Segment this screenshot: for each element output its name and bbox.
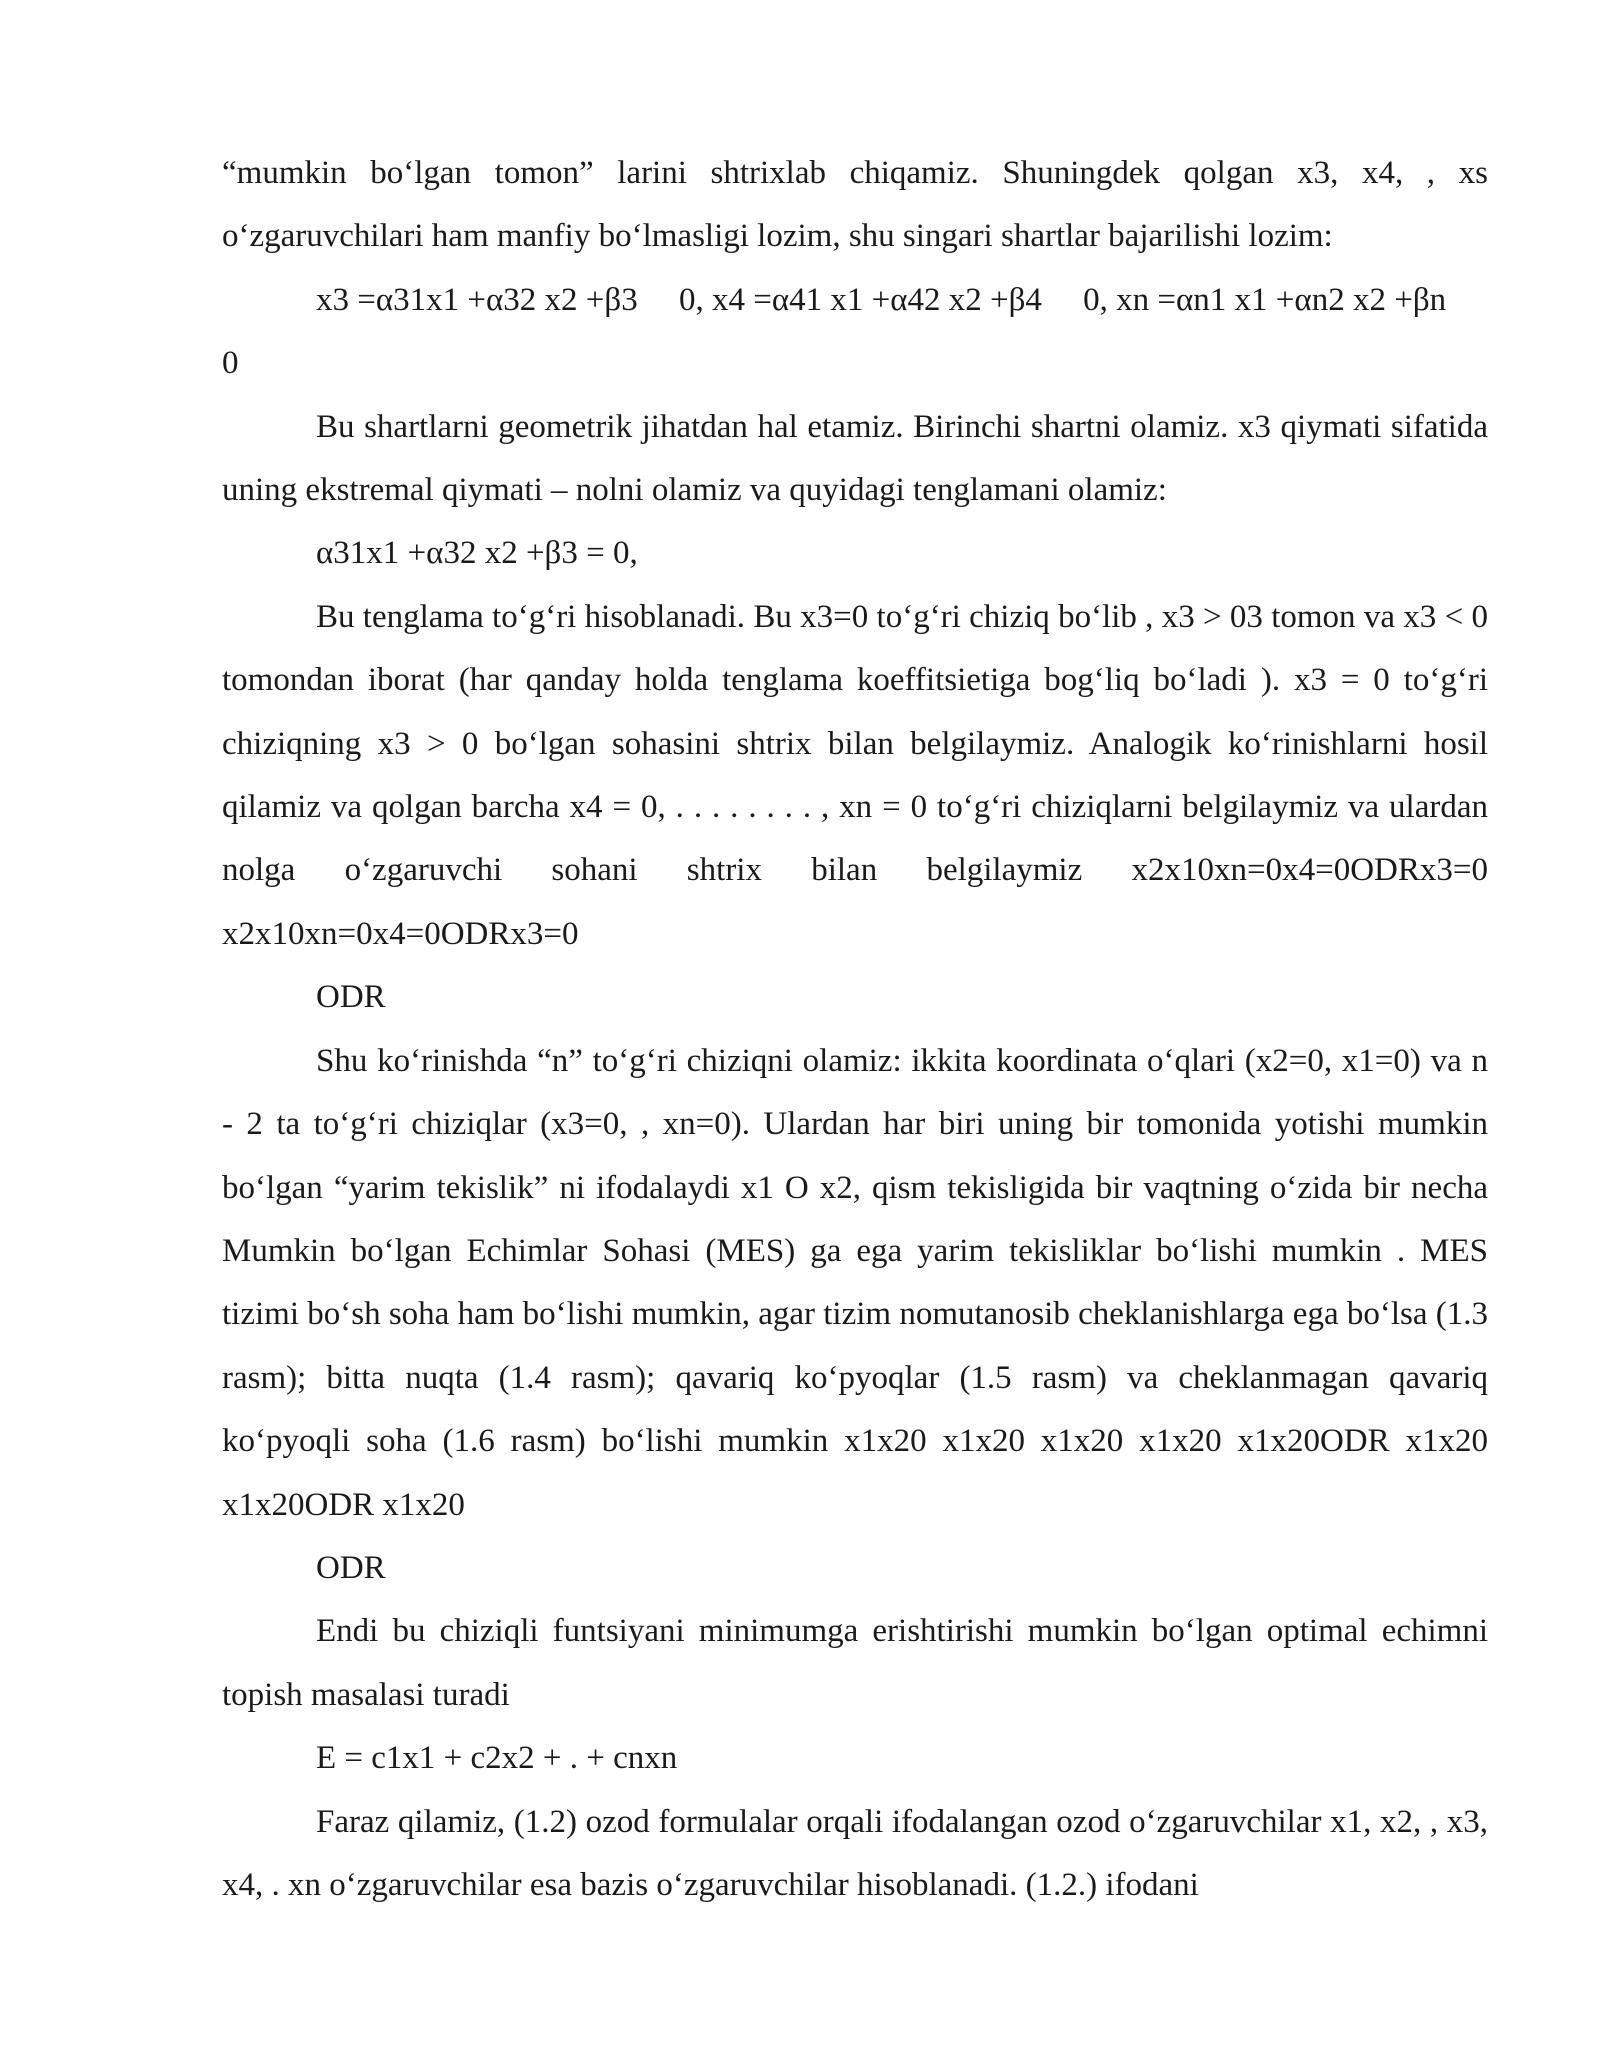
formula-conditions: x3 =α31x1 +α32 x2 +β3 0, x4 =α41 x1 +α42 x2 +β4 0, xn =αn1 x1 +αn2 x2 +βn 0 — [222, 281, 1488, 382]
paragraph-1: “mumkin bo‘lgan tomon” larini shtrixlab chiqamiz. Shuningdek qolgan x3, x4, , xs o‘zgaruvchilari ham manfiy bo‘lmasligi lozim, shu singari shartlar bajarilishi lozim: — [222, 155, 1488, 255]
label-odr-1: ODR — [316, 979, 386, 1016]
formula-objective: E = c1x1 + c2x2 + . + cnxn — [316, 1740, 678, 1777]
paragraph-5: Endi bu chiziqli funtsiyani minimumga erishtirishi mumkin bo‘lgan optimal echimni topish masalasi turadi — [222, 1613, 1488, 1713]
label-odr-2: ODR — [316, 1549, 386, 1586]
paragraph-6: Faraz qilamiz, (1.2) ozod formulalar orqali ifodalangan ozod o‘zgaruvchilar x1, x2, , x3, x4, . xn o‘zgaruvchilar esa bazis o‘zgaruvchilar hisoblanadi. (1.2.) ifodani — [222, 1803, 1488, 1903]
paragraph-4: Shu ko‘rinishda “n” to‘g‘ri chiziqni olamiz: ikkita koordinata o‘qlari (x2=0, x1=0) va n - 2 ta to‘g‘ri chiziqlar (x3=0, , xn=0). Ulardan har biri uning bir tomonida yotishi mumkin bo‘lgan “yarim tekislik” ni ifodalaydi x1 O x2, qism tekisligida bir vaqtning o‘zida bir necha Mumkin bo‘lgan Echimlar Sohasi (MES) ga ega yarim tekisliklar bo‘lishi mumkin . MES tizimi bo‘sh soha ham bo‘lishi mumkin, agar tizim nomutanosib cheklanishlarga ega bo‘lsa (1.3 rasm); bitta nuqta (1.4 rasm); qavariq ko‘pyoqlar (1.5 rasm) va cheklanmagan qavariq ko‘pyoqli soha (1.6 rasm) bo‘lishi mumkin x1x20 x1x20 x1x20 x1x20 x1x20ODR x1x20 x1x20ODR x1x20 — [222, 1042, 1488, 1523]
paragraph-3: Bu tenglama to‘g‘ri hisoblanadi. Bu x3=0 to‘g‘ri chiziq bo‘lib , x3 > 03 tomon va x3 < 0 tomondan iborat (har qanday holda tenglama koeffitsietiga bog‘liq bo‘ladi ). x3 = 0 to‘g‘ri chiziqning x3 > 0 bo‘lgan sohasini shtrix bilan belgilaymiz. Analogik ko‘rinishlarni hosil qilamiz va qolgan barcha x4 = 0, . . . . . . . . , xn = 0 to‘g‘ri chiziqlarni belgilaymiz va ulardan nolga o‘zgaruvchi sohani shtrix bilan belgilaymiz x2x10xn=0x4=0ODRx3=0 x2x10xn=0x4=0ODRx3=0 — [222, 598, 1488, 952]
formula-line-equation: α31x1 +α32 x2 +β3 = 0, — [316, 535, 638, 572]
document-page — [222, 142, 1488, 1917]
paragraph-2: Bu shartlarni geometrik jihatdan hal etamiz. Birinchi shartni olamiz. x3 qiymati sifatida uning ekstremal qiymati – nolni olamiz va quyidagi tenglamani olamiz: — [222, 408, 1488, 509]
